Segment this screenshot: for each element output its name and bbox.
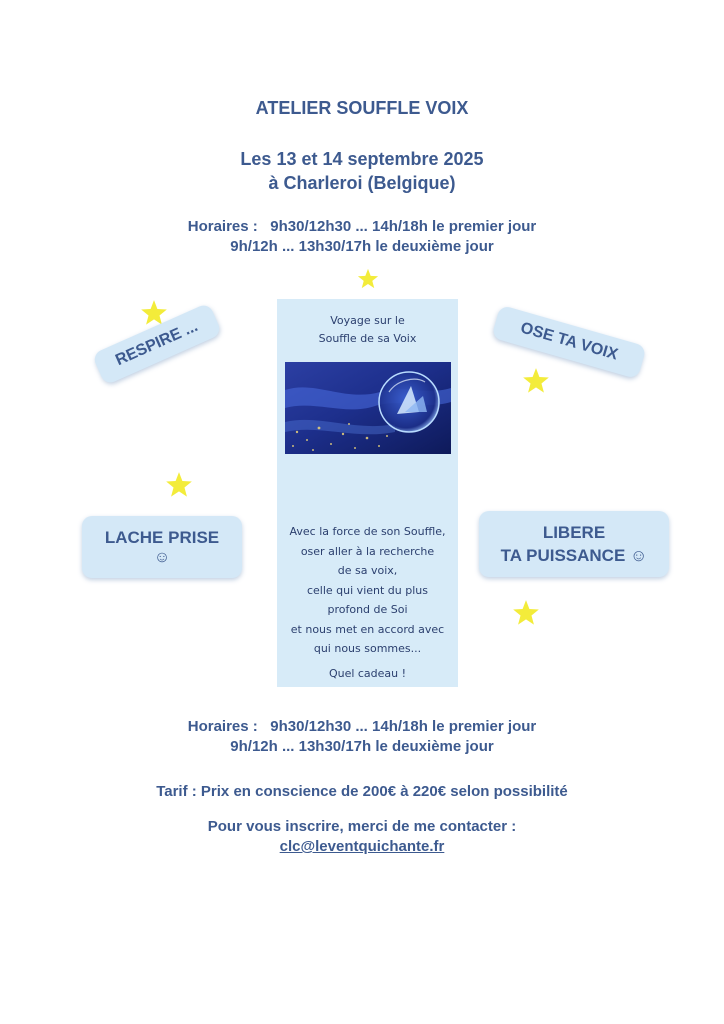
star-icon (522, 367, 550, 395)
panel-closing: Quel cadeau ! (328, 667, 407, 680)
star-icon (165, 471, 193, 499)
panel-heading-line: Voyage sur le (330, 314, 405, 327)
contact-info (0, 817, 724, 857)
contact-line: Pour vous inscrire, merci de me contacter : (207, 818, 517, 835)
star-icon (512, 599, 540, 627)
panel-body-line: profond de Soi (327, 603, 408, 616)
panel-body-line: celle qui vient du plus (306, 583, 428, 597)
location-line: à Charleroi (Belgique) (268, 173, 456, 193)
dates-line: Les 13 et 14 septembre 2025 (240, 149, 484, 169)
smiley-icon: ☺ (153, 549, 171, 566)
price-info: Tarif : Prix en conscience de 200€ à 220€ selon possibilité (156, 783, 568, 800)
tag-ose-ta-voix: OSE TA VOIX (491, 305, 646, 380)
email-link[interactable]: clc@leventquichante.fr (279, 838, 445, 855)
panel-body-line: Avec la force de son Souffle, (289, 525, 446, 538)
event-dates (0, 147, 724, 195)
tag-libere-line1: LIBERE (542, 523, 606, 542)
panel-body-line: oser aller à la recherche (300, 544, 435, 558)
panel-body-line: qui nous sommes... (313, 642, 422, 655)
schedule-top (0, 217, 724, 257)
panel-body-line: et nous met en accord avec (290, 622, 445, 636)
panel-body-line: de sa voix, (337, 564, 398, 577)
tag-respire: RESPIRE ... (92, 302, 223, 385)
tag-libere-ta-puissance (479, 511, 669, 577)
star-icon (357, 268, 379, 290)
tag-lache-label: LACHE PRISE (104, 528, 220, 547)
bubble-painting-image (285, 362, 451, 454)
schedule-bottom (0, 717, 724, 757)
schedule-day2: 9h/12h ... 13h30/17h le deuxième jour (230, 738, 494, 755)
schedule-day1: Horaires : 9h30/12h30 ... 14h/18h le premier jour (187, 718, 537, 735)
panel-heading (277, 312, 458, 348)
tag-lache-prise (82, 516, 242, 578)
tag-libere-line2: TA PUISSANCE ☺ (500, 546, 648, 565)
info-panel (277, 299, 458, 687)
panel-body (277, 522, 458, 659)
schedule-day2: 9h/12h ... 13h30/17h le deuxième jour (230, 238, 494, 255)
schedule-day1: Horaires : 9h30/12h30 ... 14h/18h le premier jour (187, 218, 537, 235)
page-title: ATELIER SOUFFLE VOIX (255, 98, 469, 118)
panel-heading-line: Souffle de sa Voix (318, 332, 417, 345)
